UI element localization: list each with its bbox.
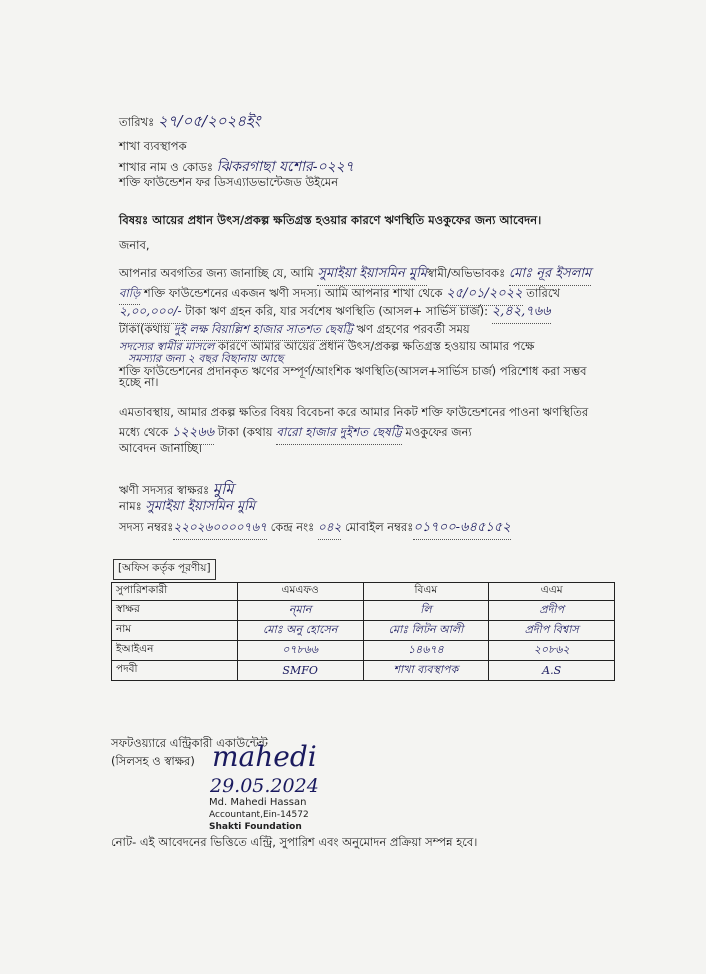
p1-text7: ঋণ গ্রহণের পরবর্তী সময় [356, 322, 470, 336]
row-label: নাম [112, 621, 238, 641]
stamp-title: Accountant,Ein-14572 [209, 810, 309, 820]
center-number: ০৪২ [318, 519, 341, 540]
date-value: ২৭/০৫/২০২৪ইং [157, 112, 261, 130]
member-signature: মুমি [212, 480, 234, 498]
header-am: এএম [489, 583, 615, 601]
table-header-row [112, 583, 615, 601]
balance-amount: ২,৪২,৭৬৬ [492, 302, 551, 324]
cell-mfo: SMFO [237, 661, 363, 681]
p2-text5: আবেদন জানাচ্ছি। [119, 441, 203, 455]
cell-bm: ১৪৬৭৪ [363, 641, 489, 661]
member-name: সুমাইয়া ইয়াসমিন মুমি [145, 499, 256, 514]
member-number: ২২০২৬০০০০৭৬৭ [173, 519, 267, 540]
p1-text5: টাকা ঋণ গ্রহন করি, যার সর্বশেষ ঋণস্থিতি (আসল+ সার্ভিস চার্জ): [185, 304, 489, 318]
p1-text3: শক্তি ফাউন্ডেশনের একজন ঋণী সদস্য। আমি আপনার শাখা থেকে [143, 286, 443, 300]
table-row [112, 641, 615, 661]
loan-amount: ২,০০,০০০/- [119, 303, 182, 324]
header-mfo: এমএফও [237, 583, 363, 601]
member-name-label: নামঃ [119, 499, 142, 513]
applicant-name: সুমাইয়া ইয়াসমিন মুমি [317, 264, 427, 286]
member-sign-label: ঋণী সদস্যর স্বাক্ষরঃ [119, 483, 210, 497]
table-row [112, 621, 615, 641]
cell-am: A.S [489, 661, 615, 681]
p2-text2: মধ্যে থেকে [119, 425, 169, 439]
loan-date: ২৫/০১/২০২২ [446, 284, 522, 306]
member-number-line [119, 518, 511, 540]
p1-text9: শক্তি ফাউন্ডেশনের প্রদানকৃত ঋণের সম্পূর্ণ/আংশিক ঋণস্থিতি(আসল+সার্ভিস চার্জ) পরিশোধ করা সম্ভব [119, 364, 587, 378]
cell-mfo: মোঃ অনু হোসেন [237, 621, 363, 641]
office-heading: [অফিস কর্তৃক পূরণীয়] [113, 559, 216, 580]
waiver-amount: ১২২৬৬ [172, 423, 214, 445]
p1-text10: হচ্ছে না। [119, 375, 159, 389]
date-label: তারিখঃ [119, 115, 155, 129]
village-value: বাড়ি [119, 285, 140, 305]
reason-line2: সমস্যার জন্য ২ বছর বিছানায় আছে [128, 352, 284, 365]
cell-bm: লি [363, 601, 489, 621]
p1-line1 [119, 264, 591, 286]
branch-value: ঝিকরগাছা যশোর-০২২৭ [216, 159, 354, 175]
subject-line: বিষয়ঃ আয়ের প্রধান উৎস/প্রকল্প ক্ষতিগ্রস্ত হওয়ার কারণে ঋণস্থিতি মওকুফের জন্য আবেদন। [119, 213, 542, 227]
table-row [112, 601, 615, 621]
waiver-amount-words: বারো হাজার দুইশত ছেষট্টি [276, 424, 402, 445]
member-number-label: সদস্য নম্বরঃ [119, 520, 174, 534]
member-name-line [119, 497, 255, 518]
center-label: কেন্দ্র নংঃ [270, 520, 315, 534]
date-line [119, 110, 260, 135]
office-table [111, 582, 615, 681]
cell-mfo: ন্‌মান [237, 601, 363, 621]
p2-text4: মওকুফের জন্য [405, 425, 472, 439]
stamp-name: Md. Mahedi Hassan [209, 797, 307, 808]
mobile-label: মোবাইল নম্বরঃ [344, 520, 414, 534]
p1-text6: টাকা(কথায় [119, 322, 171, 336]
organization-name: শক্তি ফাউন্ডেশন ফর ডিসএ্যাডভান্টেজড উইমেন [119, 175, 339, 189]
cell-bm: শাখা ব্যবস্থাপক [363, 661, 489, 681]
header-bm: বিএম [363, 583, 489, 601]
footer-note: নোট- এই আবেদনের ভিত্তিতে এন্ট্রি, সুপারিশ এবং অনুমোদন প্রক্রিয়া সম্পন্ন হবে। [111, 835, 478, 849]
table-row [112, 661, 615, 681]
cell-bm: মোঃ লিটন আলী [363, 621, 489, 641]
row-label: স্বাক্ষর [112, 601, 238, 621]
p1-text1: আপনার অবগতির জন্য জানাচ্ছি যে, আমি [119, 266, 314, 280]
stamp-organization: Shakti Foundation [209, 822, 302, 832]
reason-line1: সদস্যের স্বামীর মাসলে [119, 340, 215, 353]
cell-am: ২০৮৬২ [489, 641, 615, 661]
row-label: ইআইএন [112, 641, 238, 661]
row-label: পদবী [112, 661, 238, 681]
recipient-title: শাখা ব্যবস্থাপক [119, 139, 187, 153]
accountant-title: সফটওয়্যারে এন্ট্রিকারী একাউন্টেন্ট [111, 736, 268, 750]
p1-text4: তারিখে [526, 286, 560, 300]
balance-words: দুই লক্ষ বিয়াল্লিশ হাজার সাতশত ছেষট্টি [174, 321, 353, 341]
branch-label: শাখার নাম ও কোডঃ [119, 160, 214, 174]
p1-text2: স্বামী/অভিভাবকঃ [427, 266, 506, 280]
guardian-name: মোঃ নূর ইসলাম [509, 264, 591, 286]
mobile-number: ০১৭০০-৬৪৫১৫২ [413, 518, 510, 540]
cell-am: প্রদীপ [489, 601, 615, 621]
accountant-seal-note: (সিলসহ ও স্বাক্ষর) [111, 754, 195, 768]
accountant-sign-date: 29.05.2024 [210, 775, 319, 797]
p2-text3: টাকা (কথায় [217, 425, 273, 439]
p2-text1: এমতাবস্থায়, আমার প্রকল্প ক্ষতির বিষয় বিবেচনা করে আমার নিকট শক্তি ফাউন্ডেশনের পাওনা ঋণস্থিতির [119, 405, 589, 419]
salutation: জনাব, [119, 238, 150, 252]
cell-mfo: ০৭৮৬৬ [237, 641, 363, 661]
accountant-signature: mahedi [212, 740, 317, 773]
cell-am: প্রদীপ বিশ্বাস [489, 621, 615, 641]
p1-text8: কারণে আমার আয়ের প্রধান উৎস/প্রকল্প ক্ষতিগ্রস্ত হওয়ায় আমার পক্ষে [218, 339, 535, 353]
header-recommender: সুপারিশকারী [112, 583, 238, 601]
